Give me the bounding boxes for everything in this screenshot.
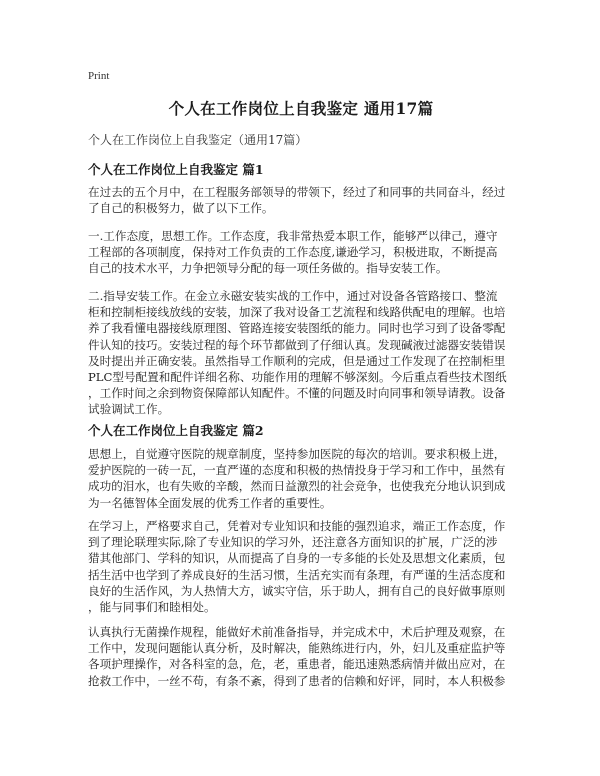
section-heading-2: 个人在工作岗位上自我鉴定 篇2 xyxy=(88,423,264,438)
text-line: 抢救工作中，一丝不苟，有条不紊，得到了患者的信赖和好评，同时，本人积极参 xyxy=(88,673,506,688)
text-line: ，能与同事们和睦相处。 xyxy=(88,600,216,615)
text-line: PLC型号配置和配件详细名称、功能作用的理解不够深刻。今后重点看些技术图纸 xyxy=(88,370,507,385)
text-line: 自己的技术水平，力争把领导分配的每一项任务做的。指导安装工作。 xyxy=(88,261,448,276)
text-line: 认真执行无菌操作规程，能做好术前准备指导，并完成术中，术后护理及观察，在 xyxy=(88,625,506,639)
paragraph xyxy=(88,184,514,216)
text-line: 为一名德智体全面发展的优秀工作者的重要性。 xyxy=(88,495,332,510)
text-line: 养了我看懂电器接线原理图、管路连接安装图纸的能力。同时也学习到了设备零配 xyxy=(88,321,506,336)
document-subtitle: 个人在工作岗位上自我鉴定（通用17篇） xyxy=(88,133,308,147)
print-label[interactable]: Print xyxy=(88,70,110,82)
paragraph xyxy=(88,228,514,277)
paragraph xyxy=(88,518,514,615)
text-line: 试验调试工作。 xyxy=(88,402,170,417)
document-title: 个人在工作岗位上自我鉴定 通用17篇 xyxy=(168,99,434,118)
text-line: 工作中，发现问题能认真分析，及时解决，能熟练进行内，外，妇儿及重症监护等 xyxy=(88,641,506,656)
text-line: 柜和控制柜接线放线的安装，加深了我对设备工艺流程和线路供配电的理解。也培 xyxy=(88,305,506,320)
text-line: 件认知的技巧。安装过程的每个环节都做到了仔细认真。发现碱液过滤器安装错误 xyxy=(88,337,506,352)
section-heading-1: 个人在工作岗位上自我鉴定 篇1 xyxy=(88,162,264,177)
text-line: 括生活中也学到了养成良好的生活习惯，生活充实而有条理，有严谨的生活态度和 xyxy=(88,567,506,582)
text-line: 思想上，自觉遵守医院的规章制度，坚持参加医院的每次的培训。要求积极上进， xyxy=(88,447,506,461)
text-line: 到了理论联理实际,除了专业知识的学习外，还注意各方面知识的扩展，广泛的涉 xyxy=(88,535,498,550)
paragraph xyxy=(88,624,514,689)
text-line: 猎其他部门、学科的知识，从而提高了自身的一专多能的长处及思想文化素质，包 xyxy=(88,551,506,566)
text-line: 在过去的五个月中，在工程服务部领导的带领下，经过了和同事的共同奋斗，经过 xyxy=(88,185,506,199)
text-line: 二.指导安装工作。在金立永磁安装实战的工作中，通过对设备各管路接口、整流 xyxy=(88,289,498,303)
text-line: ，工作时间之余到物资保障部认知配件。不懂的问题及时向同事和领导请教。设备 xyxy=(88,386,506,401)
paragraph xyxy=(88,446,514,511)
text-line: 了自己的积极努力，做了以下工作。 xyxy=(88,201,274,216)
paragraph xyxy=(88,288,514,418)
text-line: 在学习上，严格要求自己，凭着对专业知识和技能的强烈追求，端正工作态度，作 xyxy=(88,519,506,533)
text-line: 一.工作态度，思想工作。工作态度，我非常热爱本职工作，能够严以律己，遵守 xyxy=(88,229,498,243)
text-line: 及时提出并正确安装。虽然指导工作顺利的完成，但是通过工作发现了在控制柜里 xyxy=(88,353,506,368)
text-line: 良好的生活作风，为人热情大方，诚实守信，乐于助人，拥有自己的良好做事原则 xyxy=(88,583,506,598)
text-line: 爱护医院的一砖一瓦，一直严谨的态度和积极的热情投身于学习和工作中，虽然有 xyxy=(88,463,506,478)
text-line: 成功的泪水，也有失败的辛酸，然而日益激烈的社会竞争，也使我充分地认识到成 xyxy=(88,479,506,494)
text-line: 各项护理操作，对各科室的急，危，老，重患者，能迅速熟悉病情并做出应对，在 xyxy=(88,657,506,672)
text-line: 工程部的各项制度，保持对工作负责的工作态度,谦逊学习，积极进取，不断提高 xyxy=(88,245,498,260)
